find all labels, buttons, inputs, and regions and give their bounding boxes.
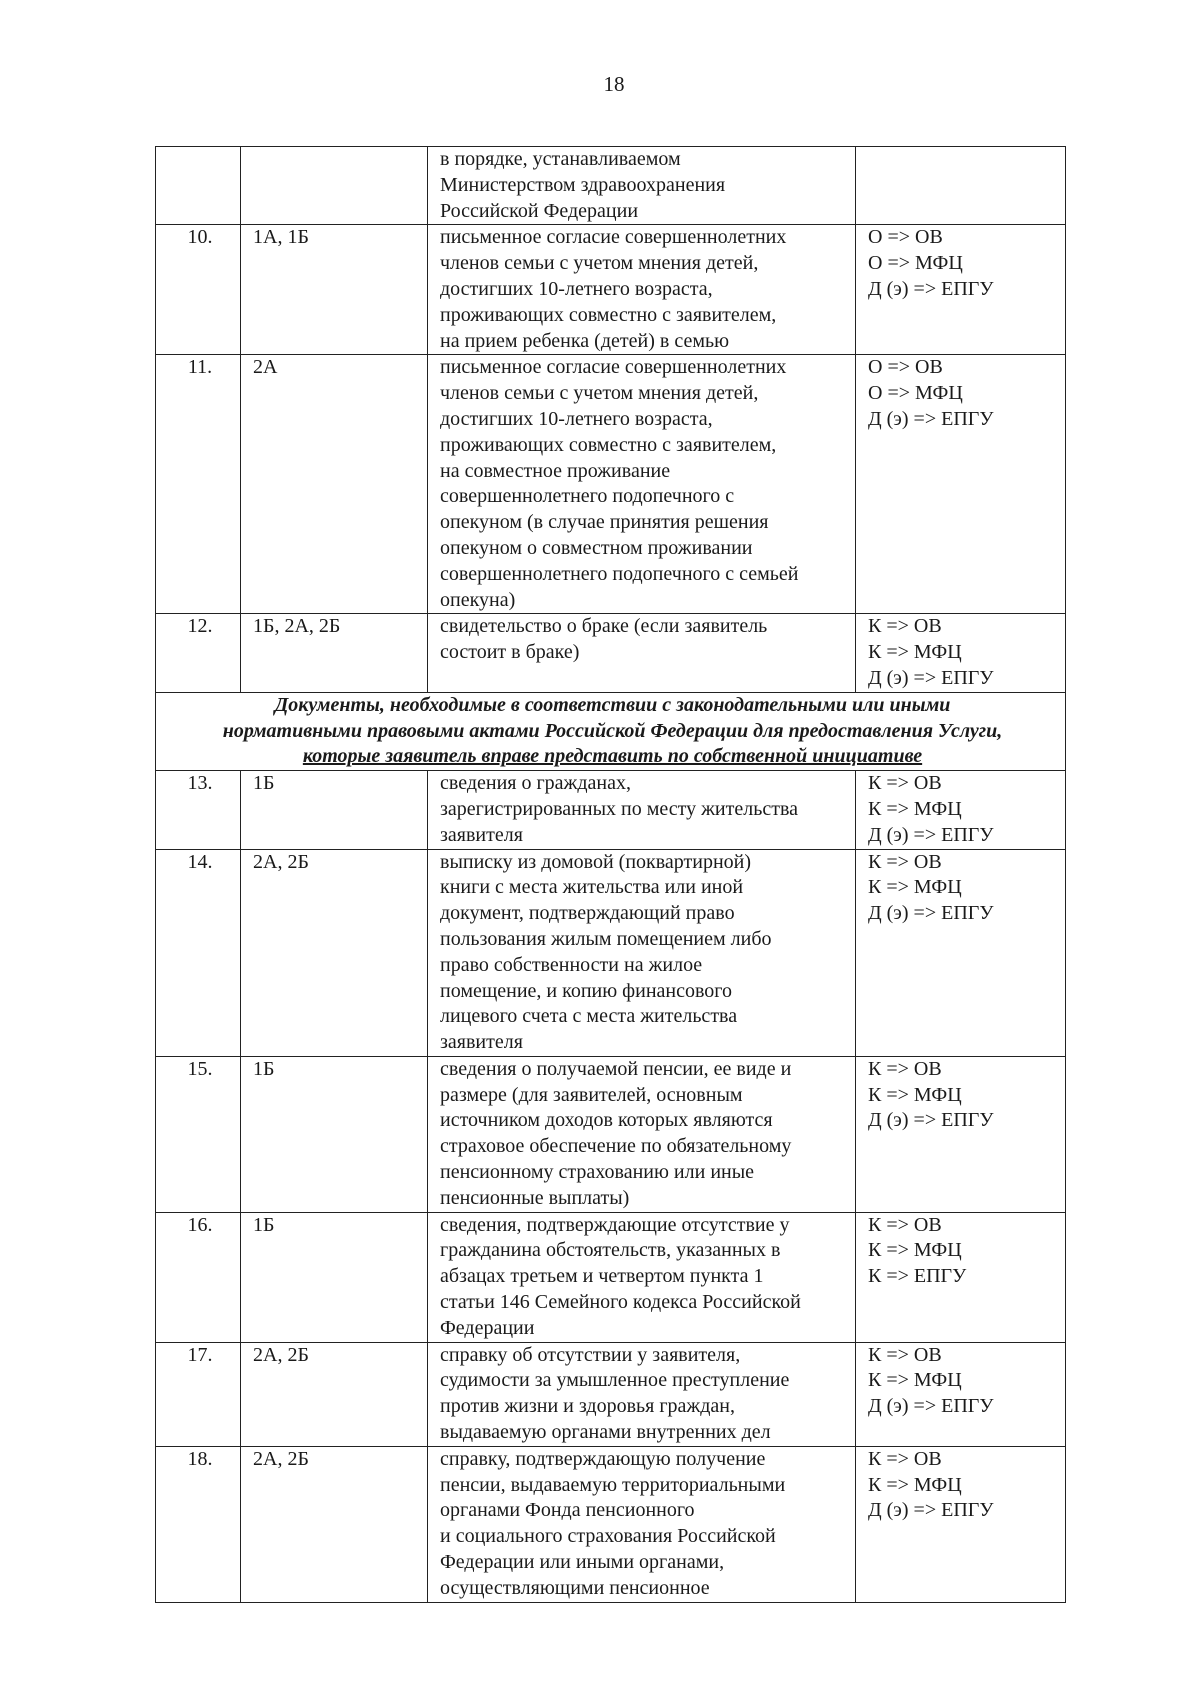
submission-line: К => МФЦ [868, 1239, 962, 1262]
description-line: помещение, и копию финансового [440, 979, 733, 1002]
description-line: страховое обеспечение по обязательному [440, 1135, 792, 1158]
submission-line: К => МФЦ [868, 797, 962, 820]
submission-line: О => ОВ [868, 356, 943, 379]
description-line: выдаваемую органами внутренних дел [440, 1421, 771, 1444]
submission-line: Д (э) => ЕПГУ [868, 1395, 994, 1418]
submission-line: О => МФЦ [868, 252, 963, 275]
description-line: опекуном о совместном проживании [440, 536, 753, 559]
submission-line: К => ЕПГУ [868, 1265, 967, 1288]
submission-method [856, 771, 1066, 849]
description-line: свидетельство о браке (если заявитель [440, 615, 768, 638]
applicant-category: 1Б [241, 1056, 428, 1212]
description-line: Федерации или иными органами, [440, 1551, 725, 1574]
applicant-category [241, 147, 428, 225]
table-row [156, 1212, 1066, 1342]
page-number: 18 [603, 72, 625, 96]
submission-line: К => ОВ [868, 772, 942, 795]
row-number: 10. [156, 225, 241, 355]
applicant-category: 2А, 2Б [241, 1342, 428, 1446]
row-number: 13. [156, 771, 241, 849]
description-line: письменное согласие совершеннолетних [440, 226, 787, 249]
applicant-category: 1А, 1Б [241, 225, 428, 355]
submission-line: Д (э) => ЕПГУ [868, 407, 994, 430]
submission-line: Д (э) => ЕПГУ [868, 666, 994, 689]
applicant-category: 1Б [241, 771, 428, 849]
submission-method [856, 849, 1066, 1056]
submission-line: К => МФЦ [868, 876, 962, 899]
section-heading-line: нормативными правовыми актами Российской Федерации для предоставления Услуги, [222, 719, 1003, 742]
submission-line: Д (э) => ЕПГУ [868, 902, 994, 925]
description-line: опекуном (в случае принятия решения [440, 511, 769, 534]
submission-line: К => ОВ [868, 1057, 942, 1080]
document-description [428, 1446, 856, 1602]
applicant-category: 1Б [241, 1212, 428, 1342]
description-line: опекуна) [440, 588, 516, 611]
submission-line: Д (э) => ЕПГУ [868, 823, 994, 846]
description-line: совершеннолетнего подопечного с семьей [440, 562, 799, 585]
description-line: сведения о получаемой пенсии, ее виде и [440, 1057, 792, 1080]
document-description [428, 614, 856, 692]
table-row [156, 147, 1066, 225]
table-body-top [156, 147, 1066, 693]
description-line: проживающих совместно с заявителем, [440, 303, 777, 326]
section-heading-row [156, 692, 1066, 770]
document-description [428, 771, 856, 849]
row-number: 16. [156, 1212, 241, 1342]
applicant-category: 2А, 2Б [241, 1446, 428, 1602]
description-line: лицевого счета с места жительства [440, 1005, 738, 1028]
submission-line: К => ОВ [868, 615, 942, 638]
description-line: право собственности на жилое [440, 953, 703, 976]
description-line: сведения, подтверждающие отсутствие у [440, 1213, 790, 1236]
document-description [428, 355, 856, 614]
description-line: совершеннолетнего подопечного с [440, 485, 735, 508]
description-line: документ, подтверждающий право [440, 902, 735, 925]
submission-line: К => МФЦ [868, 1083, 962, 1106]
submission-line: К => МФЦ [868, 1369, 962, 1392]
description-line: заявителя [440, 1031, 523, 1054]
submission-line: О => МФЦ [868, 382, 963, 405]
table-row [156, 1446, 1066, 1602]
submission-line: Д (э) => ЕПГУ [868, 1109, 994, 1132]
description-line: статьи 146 Семейного кодекса Российской [440, 1291, 801, 1314]
description-line: пенсионные выплаты) [440, 1186, 630, 1209]
submission-method [856, 614, 1066, 692]
description-line: членов семьи с учетом мнения детей, [440, 252, 759, 275]
submission-method [856, 1446, 1066, 1602]
row-number [156, 147, 241, 225]
section-heading-body [156, 692, 1066, 770]
submission-line: О => ОВ [868, 226, 943, 249]
description-line: на совместное проживание [440, 459, 671, 482]
applicant-category: 1Б, 2А, 2Б [241, 614, 428, 692]
row-number: 17. [156, 1342, 241, 1446]
description-line: пользования жилым помещением либо [440, 927, 772, 950]
submission-line: К => ОВ [868, 1213, 942, 1236]
row-number: 15. [156, 1056, 241, 1212]
submission-method [856, 1056, 1066, 1212]
description-line: достигших 10-летнего возраста, [440, 407, 713, 430]
table-row [156, 1342, 1066, 1446]
description-line: пенсионному страхованию или иные [440, 1161, 755, 1184]
section-heading [156, 692, 1066, 770]
description-line: Российской Федерации [440, 199, 639, 222]
document-description [428, 147, 856, 225]
submission-method [856, 1212, 1066, 1342]
description-line: на прием ребенка (детей) в семью [440, 329, 730, 352]
submission-line: Д (э) => ЕПГУ [868, 1499, 994, 1522]
description-line: зарегистрированных по месту жительства [440, 797, 799, 820]
description-line: достигших 10-летнего возраста, [440, 277, 713, 300]
description-line: выписку из домовой (поквартирной) [440, 850, 752, 873]
description-line: Министерством здравоохранения [440, 173, 726, 196]
documents-table [155, 146, 1066, 1603]
description-line: и социального страхования Российской [440, 1525, 776, 1548]
description-line: судимости за умышленное преступление [440, 1369, 790, 1392]
table-row [156, 771, 1066, 849]
description-line: против жизни и здоровья граждан, [440, 1395, 735, 1418]
row-number: 14. [156, 849, 241, 1056]
submission-method [856, 355, 1066, 614]
table-row [156, 1056, 1066, 1212]
row-number: 11. [156, 355, 241, 614]
section-heading-line: которые заявитель вправе представить по собственной инициативе [302, 745, 923, 768]
submission-method [856, 147, 1066, 225]
submission-line: К => ОВ [868, 1447, 942, 1470]
description-line: состоит в браке) [440, 641, 580, 664]
description-line: источником доходов которых являются [440, 1109, 773, 1132]
description-line: органами Фонда пенсионного [440, 1499, 695, 1522]
row-number: 12. [156, 614, 241, 692]
description-line: письменное согласие совершеннолетних [440, 356, 787, 379]
description-line: гражданина обстоятельств, указанных в [440, 1239, 781, 1262]
document-description [428, 225, 856, 355]
section-heading-line: Документы, необходимые в соответствии с законодательными или иными [274, 693, 951, 716]
submission-line: Д (э) => ЕПГУ [868, 277, 994, 300]
description-line: справку об отсутствии у заявителя, [440, 1343, 741, 1366]
description-line: Федерации [440, 1316, 535, 1339]
description-line: справку, подтверждающую получение [440, 1447, 766, 1470]
document-description [428, 1056, 856, 1212]
document-description [428, 849, 856, 1056]
description-line: сведения о гражданах, [440, 772, 632, 795]
description-line: осуществляющими пенсионное [440, 1576, 710, 1599]
submission-line: К => ОВ [868, 1343, 942, 1366]
description-line: в порядке, устанавливаемом [440, 148, 681, 170]
table-row [156, 355, 1066, 614]
submission-line: К => МФЦ [868, 641, 962, 664]
applicant-category: 2А [241, 355, 428, 614]
submission-method [856, 225, 1066, 355]
submission-method [856, 1342, 1066, 1446]
submission-line: К => МФЦ [868, 1473, 962, 1496]
document-description [428, 1212, 856, 1342]
table-row [156, 225, 1066, 355]
table-row [156, 614, 1066, 692]
description-line: заявителя [440, 823, 523, 846]
description-line: книги с места жительства или иной [440, 876, 744, 899]
row-number: 18. [156, 1446, 241, 1602]
submission-line: К => ОВ [868, 850, 942, 873]
applicant-category: 2А, 2Б [241, 849, 428, 1056]
description-line: абзацах третьем и четвертом пункта 1 [440, 1265, 764, 1288]
table-row [156, 849, 1066, 1056]
description-line: проживающих совместно с заявителем, [440, 433, 777, 456]
description-line: членов семьи с учетом мнения детей, [440, 382, 759, 405]
document-description [428, 1342, 856, 1446]
table-body-bottom [156, 771, 1066, 1603]
description-line: пенсии, выдаваемую территориальными [440, 1473, 786, 1496]
description-line: размере (для заявителей, основным [440, 1083, 743, 1106]
